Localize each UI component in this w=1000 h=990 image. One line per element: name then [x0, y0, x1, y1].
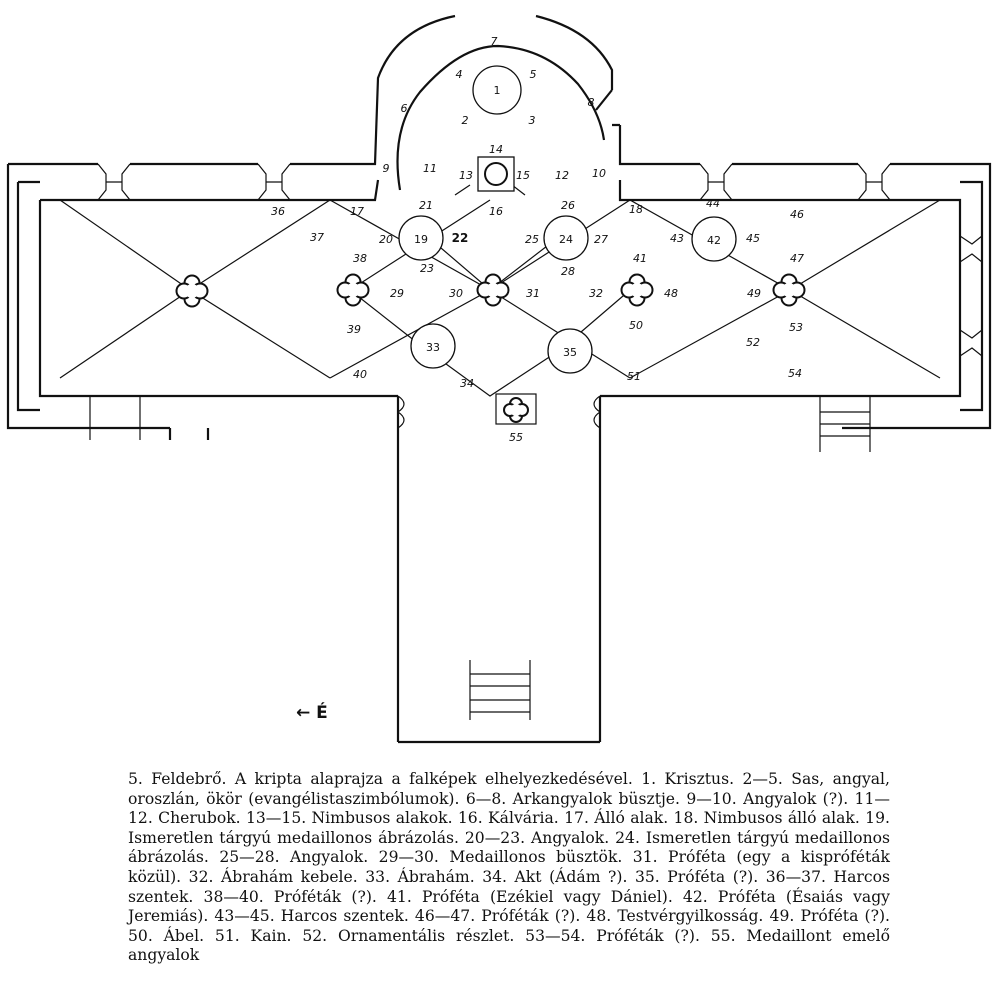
label-18: 18: [629, 203, 643, 216]
label-2: 2: [461, 114, 469, 127]
label-4: 4: [455, 68, 463, 81]
label-38: 38: [353, 252, 367, 265]
label-21: 21: [419, 199, 433, 212]
label-30: 30: [449, 287, 463, 300]
label-13: 13: [459, 169, 473, 182]
label-47: 47: [790, 252, 804, 265]
label-43: 43: [670, 232, 684, 245]
label-40: 40: [353, 368, 367, 381]
label-49: 49: [747, 287, 761, 300]
label-53: 53: [789, 321, 803, 334]
label-20: 20: [379, 233, 393, 246]
label-24: 24: [559, 233, 573, 246]
label-50: 50: [629, 319, 643, 332]
label-39: 39: [347, 323, 361, 336]
label-32: 32: [589, 287, 603, 300]
label-34: 34: [460, 377, 474, 390]
label-3: 3: [528, 114, 536, 127]
label-23: 23: [420, 262, 434, 275]
label-37: 37: [310, 231, 324, 244]
label-5: 5: [529, 68, 537, 81]
label-55: 55: [509, 431, 523, 444]
label-25: 25: [525, 233, 539, 246]
label-11: 11: [423, 162, 437, 175]
label-1: 1: [493, 84, 501, 97]
label-52: 52: [746, 336, 760, 349]
label-8: 8: [587, 96, 595, 109]
label-16: 16: [489, 205, 503, 218]
label-36: 36: [271, 205, 285, 218]
medallion-14: [485, 163, 507, 185]
pillar-quatrefoil: [177, 276, 208, 307]
label-12: 12: [555, 169, 569, 182]
label-6: 6: [400, 102, 408, 115]
label-14: 14: [489, 143, 503, 156]
label-29: 29: [390, 287, 404, 300]
label-9: 9: [382, 162, 390, 175]
label-27: 27: [594, 233, 608, 246]
label-17: 17: [350, 205, 364, 218]
label-7: 7: [490, 35, 498, 48]
label-28: 28: [561, 265, 575, 278]
label-15: 15: [516, 169, 530, 182]
label-45: 45: [746, 232, 760, 245]
label-19: 19: [414, 233, 428, 246]
figure-caption: 5. Feldebrő. A kripta alaprajza a falképek elhelyezkedésével. 1. Krisztus. 2—5. Sas, angyal, oroszlán, ökör (evangélistaszimbólumok). 6—8. Arkangyalok büsztje. 9—10. Angyalok (?). 11—12. Cherubok. 13—15. Nimbusos alakok. 16. Kálvária. 17. Álló alak. 18. Nimbusos álló alak. 19. Ismeretlen tárgyú medaillonos ábrázolás. 20—23. Angyalok. 24. Ismeretlen tárgyú medaillonos ábrázolás. 25—28. Angyalok. 29—30. Medaillonos büsztök. 31. Próféta (egy a kispróféták közül). 32. Ábrahám kebele. 33. Ábrahám. 34. Akt (Ádám ?). 35. Próféta (?). 36—37. Harcos szentek. 38—40. Próféták (?). 41. Próféta (Ezékiel vagy Dániel). 42. Próféta (Ésaiás vagy Jeremiás). 43—45. Harcos szentek. 46—47. Próféták (?). 48. Testvérgyilkosság. 49. Próféta (?). 50. Ábel. 51. Kain. 52. Ornamentális részlet. 53—54. Próféták (?). 55. Medaillont emelő angyalok: [128, 770, 890, 965]
label-51: 51: [627, 370, 641, 383]
label-22: 22: [451, 231, 469, 245]
north-arrow: ← É: [296, 703, 328, 723]
label-48: 48: [664, 287, 678, 300]
label-10: 10: [592, 167, 606, 180]
outer-wall-south: [8, 164, 170, 428]
label-44: 44: [706, 197, 720, 210]
label-54: 54: [788, 367, 802, 380]
label-26: 26: [561, 199, 575, 212]
label-31: 31: [526, 287, 540, 300]
pillar-quatrefoil: [774, 275, 805, 306]
pillar-quatrefoil: [504, 398, 528, 422]
label-46: 46: [790, 208, 804, 221]
label-35: 35: [563, 346, 577, 359]
pillar-quatrefoil: [622, 275, 653, 306]
label-33: 33: [426, 341, 440, 354]
label-42: 42: [707, 234, 721, 247]
label-41: 41: [633, 252, 647, 265]
